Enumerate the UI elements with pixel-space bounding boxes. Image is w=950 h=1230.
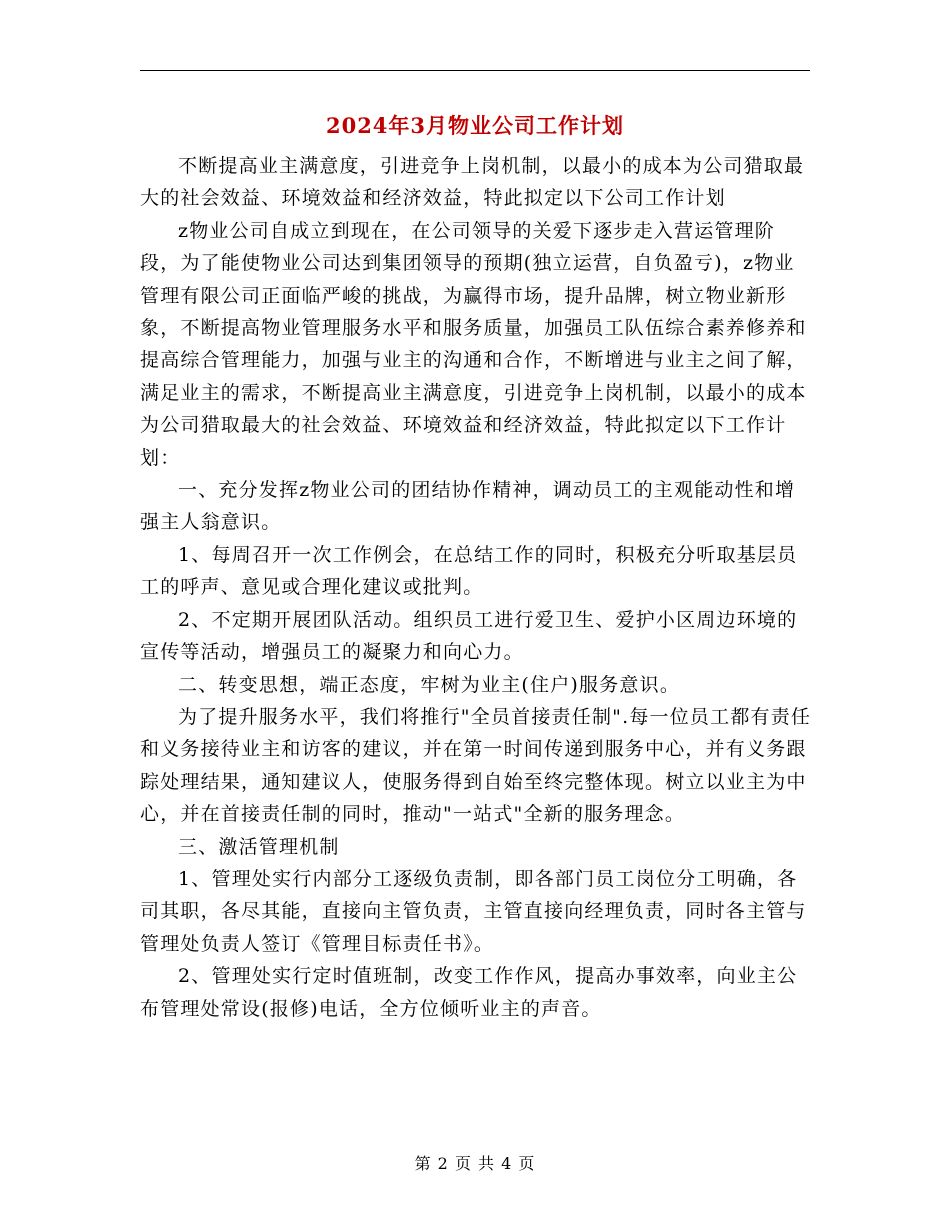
paragraph: 不断提高业主满意度，引进竞争上岗机制，以最小的成本为公司猎取最大的社会效益、环境效益和经济效益，特此拟定以下公司工作计划: [140, 155, 805, 210]
paragraph: 为了提升服务水平，我们将推行"全员首接责任制".每一位员工都有责任和义务接待业主和访客的建议，并在第一时间传递到服务中心，并有义务跟踪处理结果，通知建议人，使服务得到自始至终完整体现。树立以业主为中心，并在首接责任制的同时，推动"一站式"全新的服务理念。: [140, 705, 812, 826]
paragraph: z物业公司自成立到现在，在公司领导的关爱下逐步走入营运管理阶段，为了能使物业公司达到集团领导的预期(独立运营，自负盈亏)，z物业管理有限公司正面临严峻的挑战，为赢得市场，提升品牌，树立物业新形象，不断提高物业管理服务水平和服务质量，加强员工队伍综合素养修养和提高综合管理能力，加强与业主的沟通和合作，不断增进与业主之间了解，满足业主的需求，不断提高业主满意度，引进竞争上岗机制，以最小的成本为公司猎取最大的社会效益、环境效益和经济效益，特此拟定以下工作计划：: [140, 219, 807, 469]
header-rule: [140, 70, 810, 71]
section-heading: 三、激活管理机制: [178, 835, 340, 858]
paragraph: 1、每周召开一次工作例会，在总结工作的同时，积极充分听取基层员工的呼声、意见或合理化建议或批判。: [140, 543, 798, 599]
document-body: [140, 150, 812, 1025]
section-heading: 二、转变思想，端正态度，牢树为业主(住户)服务意识。: [178, 673, 681, 696]
section-heading: 一、充分发挥z物业公司的团结协作精神，调动员工的主观能动性和增强主人翁意识。: [140, 479, 796, 534]
document-title: 2024年3月物业公司工作计划: [325, 113, 625, 138]
paragraph: 2、不定期开展团队活动。组织员工进行爱卫生、爱护小区周边环境的宣传等活动，增强员工的凝聚力和向心力。: [140, 608, 798, 664]
paragraph: 2、管理处实行定时值班制，改变工作作风，提高办事效率，向业主公布管理处常设(报修)电话，全方位倾听业主的声音。: [140, 965, 798, 1020]
paragraph: 1、管理处实行内部分工逐级负责制，即各部门员工岗位分工明确，各司其职，各尽其能，直接向主管负责，主管直接向经理负责，同时各主管与管理处负责人签订《管理目标责任书》。: [140, 867, 807, 955]
page-number: 第 2 页 共 4 页: [414, 1154, 536, 1173]
